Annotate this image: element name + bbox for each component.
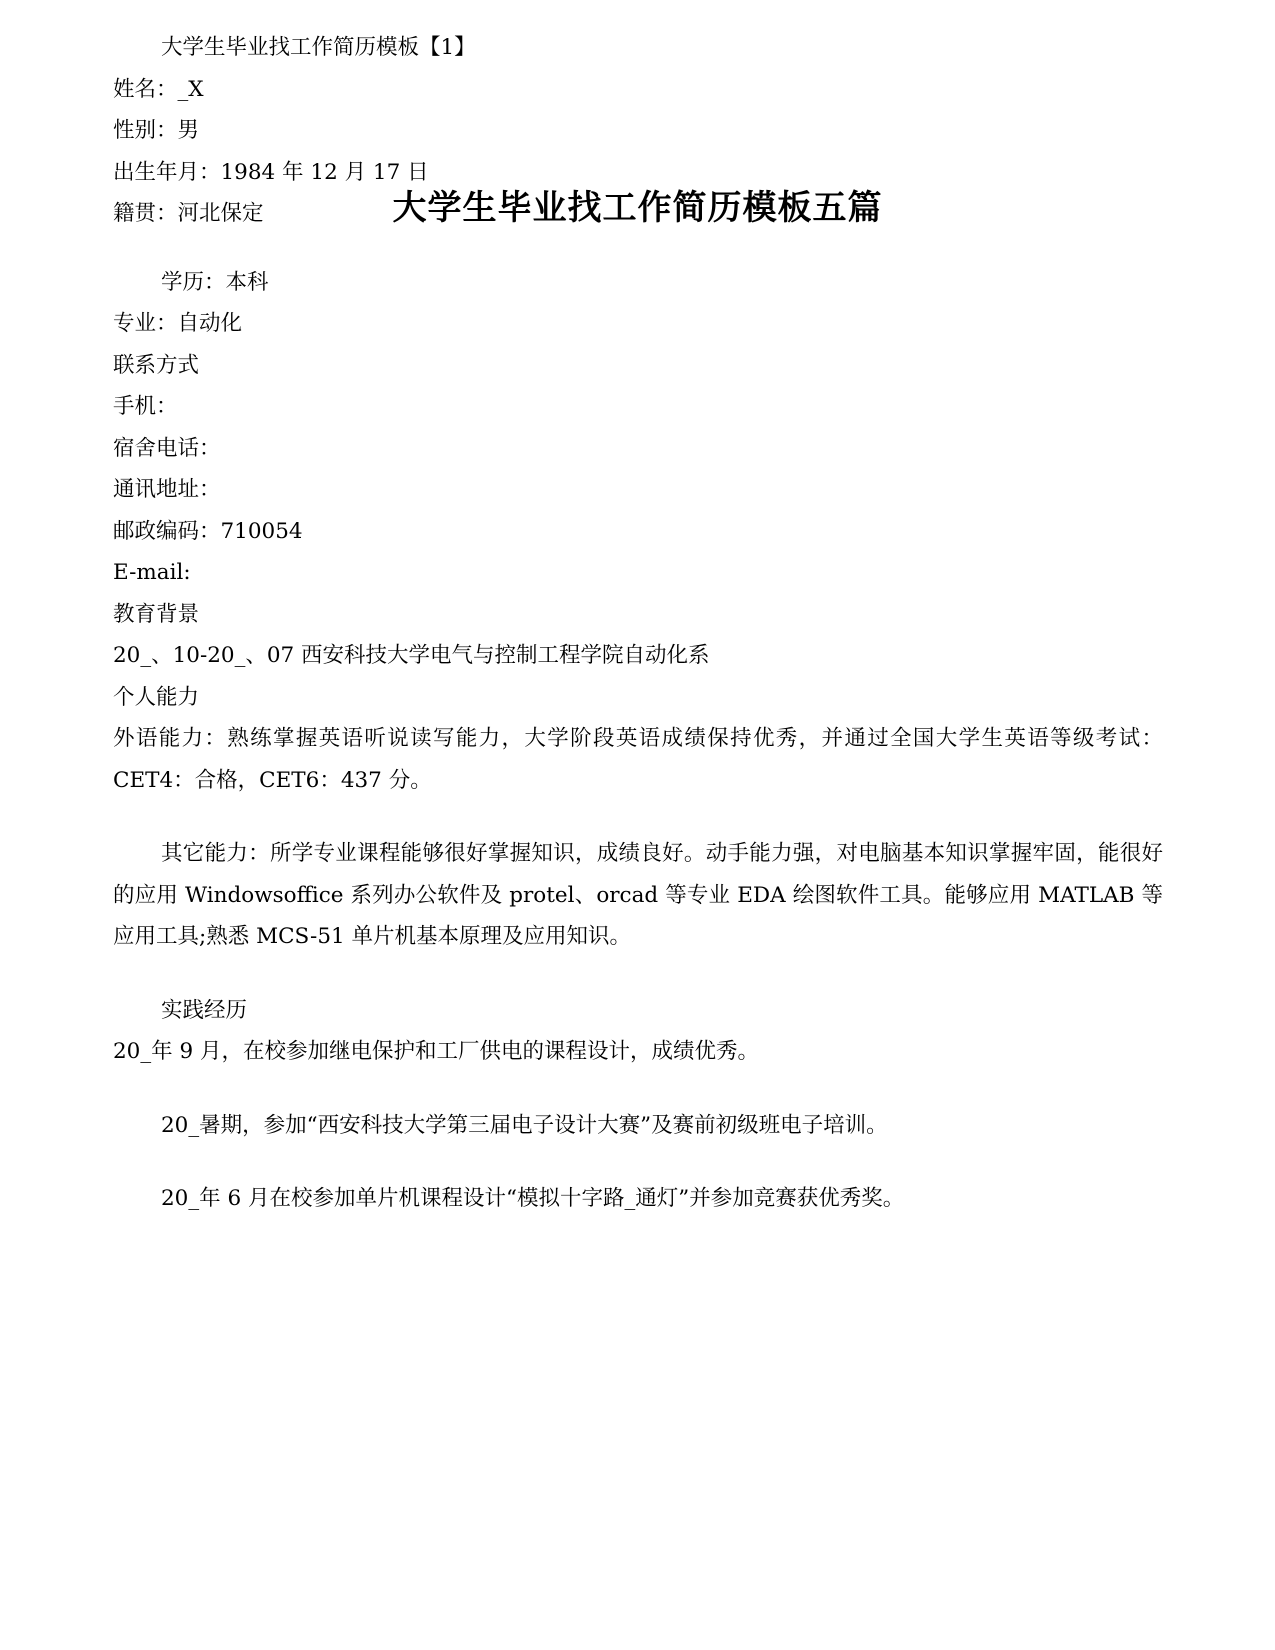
field-dorm-phone: 宿舍电话：	[113, 435, 221, 461]
field-major: 专业：自动化	[113, 311, 243, 336]
field-mobile: 手机：	[113, 394, 178, 419]
field-gender: 性别：男	[113, 118, 200, 143]
section-heading-personal-ability: 个人能力	[113, 684, 200, 710]
field-email: E-mail:	[113, 560, 191, 585]
section-heading-contact: 联系方式	[113, 352, 200, 378]
ability-other: 其它能力：所学专业课程能够很好掌握知识，成绩良好。动手能力强，对电脑基本知识掌握牢固，能很好的应用 Windowsoffice 系列办公软件及 protel、orcad 等专业 EDA 绘图软件工具。能够应用 MATLAB 等应用工具;熟悉 MCS-51 单片机基本原理及应用知识。	[113, 841, 1163, 949]
resume-subtitle: 大学生毕业找工作简历模板【1】	[161, 35, 476, 60]
field-hometown: 籍贯：河北保定	[113, 201, 264, 226]
spacer	[113, 1146, 1163, 1178]
practice-item: 20_年 6 月在校参加单片机课程设计“模拟十字路_通灯”并参加竞赛获优秀奖。	[161, 1186, 905, 1211]
page-title: 大学生毕业找工作简历模板五篇	[392, 188, 883, 228]
field-degree: 学历：本科	[161, 269, 269, 295]
field-name: 姓名：_X	[113, 76, 204, 102]
field-postal-address: 通讯地址：	[113, 477, 221, 502]
ability-foreign-language: 外语能力：熟练掌握英语听说读写能力，大学阶段英语成绩保持优秀，并通过全国大学生英语等级考试：CET4：合格，CET6：437 分。	[113, 726, 1163, 793]
education-entry: 20_、10-20_、07 西安科技大学电气与控制工程学院自动化系	[113, 643, 710, 668]
document-body	[113, 0, 1163, 1220]
practice-item: 20_暑期，参加“西安科技大学第三届电子设计大赛”及赛前初级班电子培训。	[161, 1112, 888, 1138]
spacer	[113, 1073, 1163, 1105]
spacer	[113, 801, 1163, 833]
spacer	[113, 235, 1163, 262]
field-birth-date: 出生年月：1984 年 12 月 17 日	[113, 159, 429, 185]
section-heading-practice-experience: 实践经历	[161, 997, 248, 1023]
field-postcode: 邮政编码：710054	[113, 518, 303, 544]
section-heading-education-background: 教育背景	[113, 601, 200, 627]
practice-item: 20_年 9 月，在校参加继电保护和工厂供电的课程设计，成绩优秀。	[113, 1039, 759, 1064]
spacer	[113, 958, 1163, 990]
